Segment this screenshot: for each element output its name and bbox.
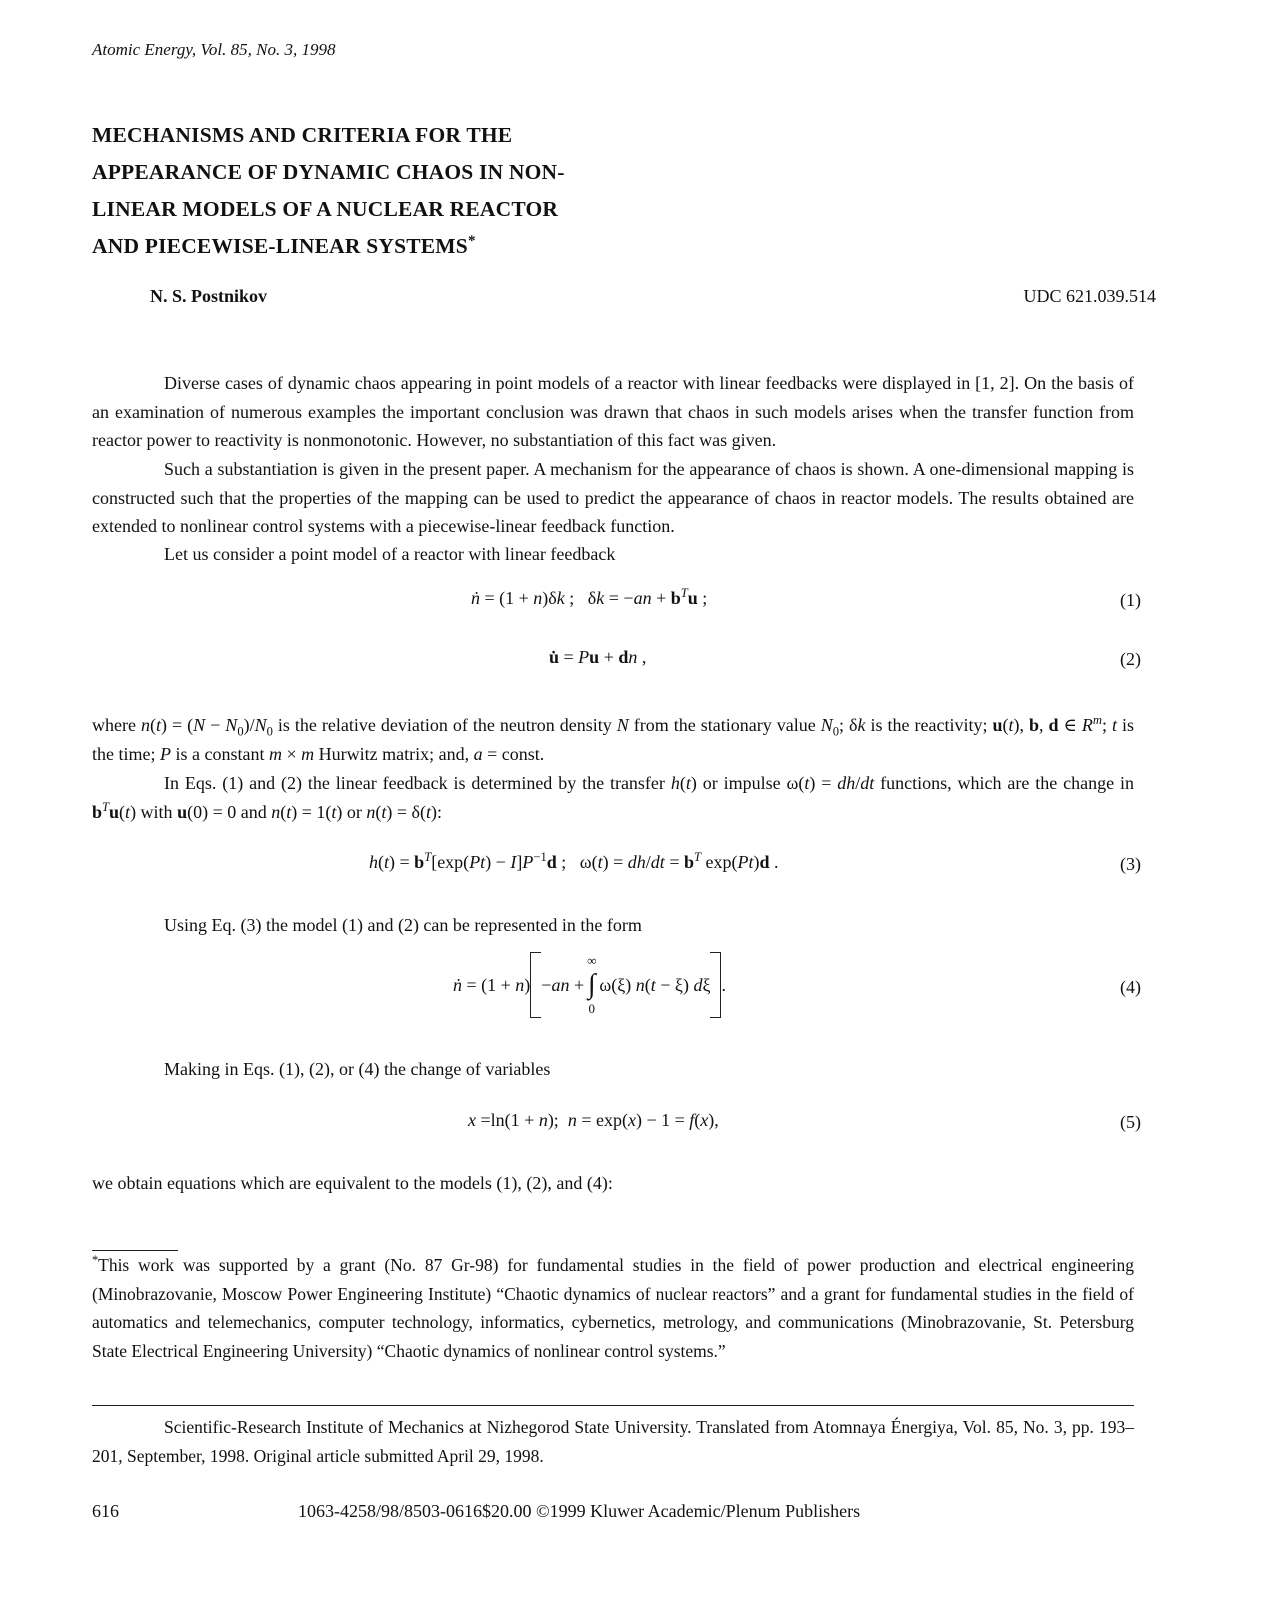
right-bracket [710, 952, 721, 1018]
title-line: MECHANISMS AND CRITERIA FOR THE [92, 123, 513, 147]
left-bracket [530, 952, 541, 1018]
paragraph-7: Making in Eqs. (1), (2), or (4) the change of variables [164, 1059, 551, 1079]
journal-header: Atomic Energy, Vol. 85, No. 3, 1998 [92, 40, 336, 59]
paragraph-6: Using Eq. (3) the model (1) and (2) can be represented in the form [164, 915, 642, 935]
divider [92, 1405, 1134, 1406]
equation-5: x =ln(1 + n); n = exp(x) − 1 = f(x), [468, 1110, 719, 1130]
equation-2: u̇ = Pu + dn , [549, 647, 647, 667]
equation-4: ṅ = (1 + n) −an +∞ ∫ 0ω(ξ) n(t − ξ) dξ . [453, 953, 726, 1016]
equation-3: $h(t) = b^T[\exp(Pt) - I]P^{-1}d$ ; $\omega(t) = dh/dt = b^T$ exp(Pt)d . [369, 850, 779, 872]
equation-number: (4) [1120, 977, 1141, 997]
title-line: LINEAR MODELS OF A NUCLEAR REACTOR [92, 197, 559, 221]
equation-1: ṅ = (1 + n)δk ; $\delta k = -an + b^Tu$ ; [471, 586, 708, 608]
title-line [92, 228, 565, 265]
paragraph-8: we obtain equations which are equivalent to the models (1), (2), and (4): [92, 1173, 613, 1193]
paragraph-3: Let us consider a point model of a reactor with linear feedback [164, 544, 616, 564]
issn-line: 1063-4258/98/8503-0616$20.00 ©1999 Kluwer Academic/Plenum Publishers [298, 1501, 861, 1521]
footnote-mark: * [92, 1253, 99, 1268]
affiliation: Scientific-Research Institute of Mechanics at Nizhegorod State University. Translated from Atomnaya Énergiya, Vol. 85, No. 3, pp. 193–201, September, 1998. Original article submitted April 29, 1998. [92, 1417, 1134, 1466]
author: N. S. Postnikov [150, 286, 268, 306]
udc-code: UDC 621.039.514 [1023, 286, 1156, 306]
paragraph-1: Diverse cases of dynamic chaos appearing in point models of a reactor with linear feedbacks were displayed in [1, 2]. On the basis of an examination of numerous examples the important conclusion was drawn that chaos in such models arises when the transfer function from reactor power to reactivity is nonmonotonic. However, no substantiation of this fact was given. [92, 373, 1134, 450]
footnote-text: This work was supported by a grant (No. 87 Gr-98) for fundamental studies in the field of power production and electrical engineering (Minobrazovanie, Moscow Power Engineering Institute) “Chaotic dynamics of nuclear reactors” and a grant for fundamental studies in the field of automatics and telemechanics, computer technology, informatics, cybernetics, metrology, and communications (Minobrazovanie, St. Petersburg State Electrical Engineering University) “Chaotic dynamics of nonlinear control systems.” [92, 1255, 1134, 1361]
footnote [92, 1251, 1134, 1365]
footnote-mark: * [467, 232, 476, 249]
equation-number: (3) [1120, 854, 1141, 874]
equation-number: (1) [1120, 590, 1141, 610]
title-line: APPEARANCE OF DYNAMIC CHAOS IN NON- [92, 160, 565, 184]
paragraph-5: In Eqs. (1) and (2) the linear feedback is determined by the transfer h(t) or impulse ω(t) = dh/dt functions, which are the change in $b^Tu(t)$ with u(0) = 0 and n(t) = 1(t) or n(t) = δ(t): [92, 773, 1134, 822]
paragraph-4: where $n(t) = (N - N_0)/N_0$ is the relative deviation of the neutron density N from the stationary value $N_0$; δk is the reactivity; u(t), b, d ∈ $R^m$; t is the time; P is a constant m × m Hurwitz matrix; and, a = const. [92, 713, 1135, 764]
equation-number: (5) [1120, 1112, 1141, 1132]
equation-number: (2) [1120, 649, 1141, 669]
title-line-text: AND PIECEWISE-LINEAR SYSTEMS [92, 234, 468, 258]
paper-title [92, 117, 565, 265]
page-number: 616 [92, 1501, 119, 1521]
paragraph-2: Such a substantiation is given in the present paper. A mechanism for the appearance of chaos is shown. A one-dimensional mapping is constructed such that the properties of the mapping can be used to predict the appearance of chaos in reactor models. The results obtained are extended to nonlinear control systems with a piecewise-linear feedback function. [92, 459, 1134, 536]
